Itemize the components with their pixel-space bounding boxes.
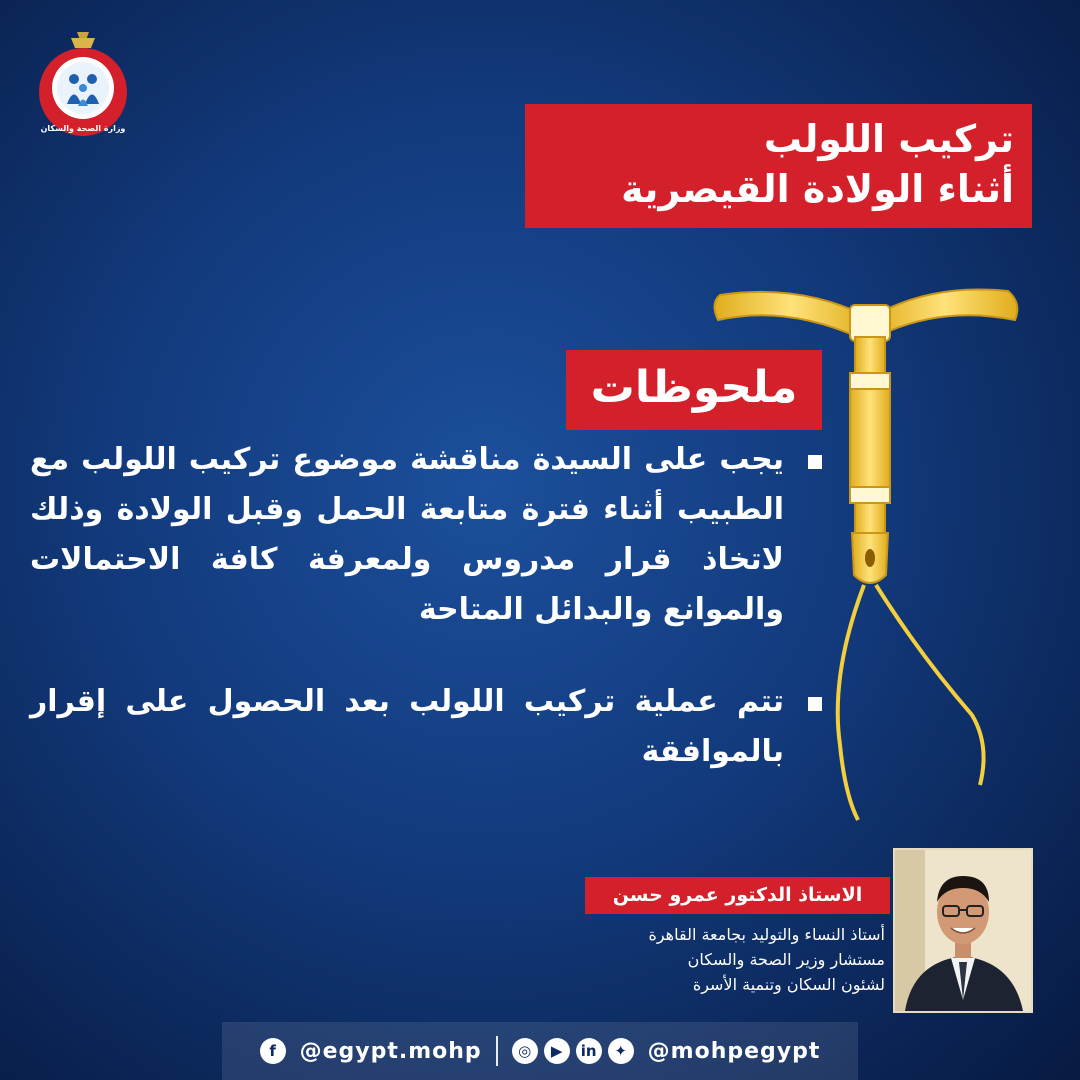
doctor-photo [893,848,1033,1013]
ministry-of-health-logo-icon [33,30,133,140]
social-icons [512,1038,634,1064]
notes-list [30,435,830,777]
doctor-name: الاستاذ الدكتور عمرو حسن [585,877,890,914]
bullet-square-icon [808,697,822,711]
doctor-description [540,922,885,997]
doctor-desc-line-3: لشئون السكان وتنمية الأسرة [692,975,885,994]
note-text-2: تتم عملية تركيب اللولب بعد الحصول على إقرار بالموافقة [30,684,784,769]
note-item-2 [30,677,830,777]
footer-divider [496,1036,498,1066]
facebook-handle[interactable]: @egypt.mohp [299,1038,482,1064]
note-item-1 [30,435,830,635]
instagram-icon[interactable]: ◎ [512,1038,538,1064]
doctor-desc-line-1: أستاذ النساء والتوليد بجامعة القاهرة [648,925,885,944]
bullet-square-icon [808,455,822,469]
social-handle[interactable]: @mohpegypt [647,1038,821,1064]
notes-heading: ملحوظات [566,350,822,430]
title-banner [525,104,1032,228]
youtube-icon[interactable]: ▶ [544,1038,570,1064]
svg-text:وزارة الصحة والسكان: وزارة الصحة والسكان [40,124,126,133]
twitter-icon[interactable]: ✦ [608,1038,634,1064]
doctor-desc-line-2: مستشار وزير الصحة والسكان [687,950,885,969]
doctor-portrait-icon [895,850,1031,1011]
linkedin-icon[interactable]: in [576,1038,602,1064]
title-line-1: تركيب اللولب [763,117,1014,161]
note-text-1: يجب على السيدة مناقشة موضوع تركيب اللولب مع الطبيب أثناء فترة متابعة الحمل وقبل الولادة وذلك لاتخاذ قرار مدروس ولمعرفة كافة الاحتمالات والموانع والبدائل المتاحة [30,442,784,627]
facebook-icon[interactable]: f [260,1038,286,1064]
title-line-2: أثناء الولادة القيصرية [621,167,1014,211]
social-footer [222,1022,858,1080]
ministry-logo [33,30,133,140]
